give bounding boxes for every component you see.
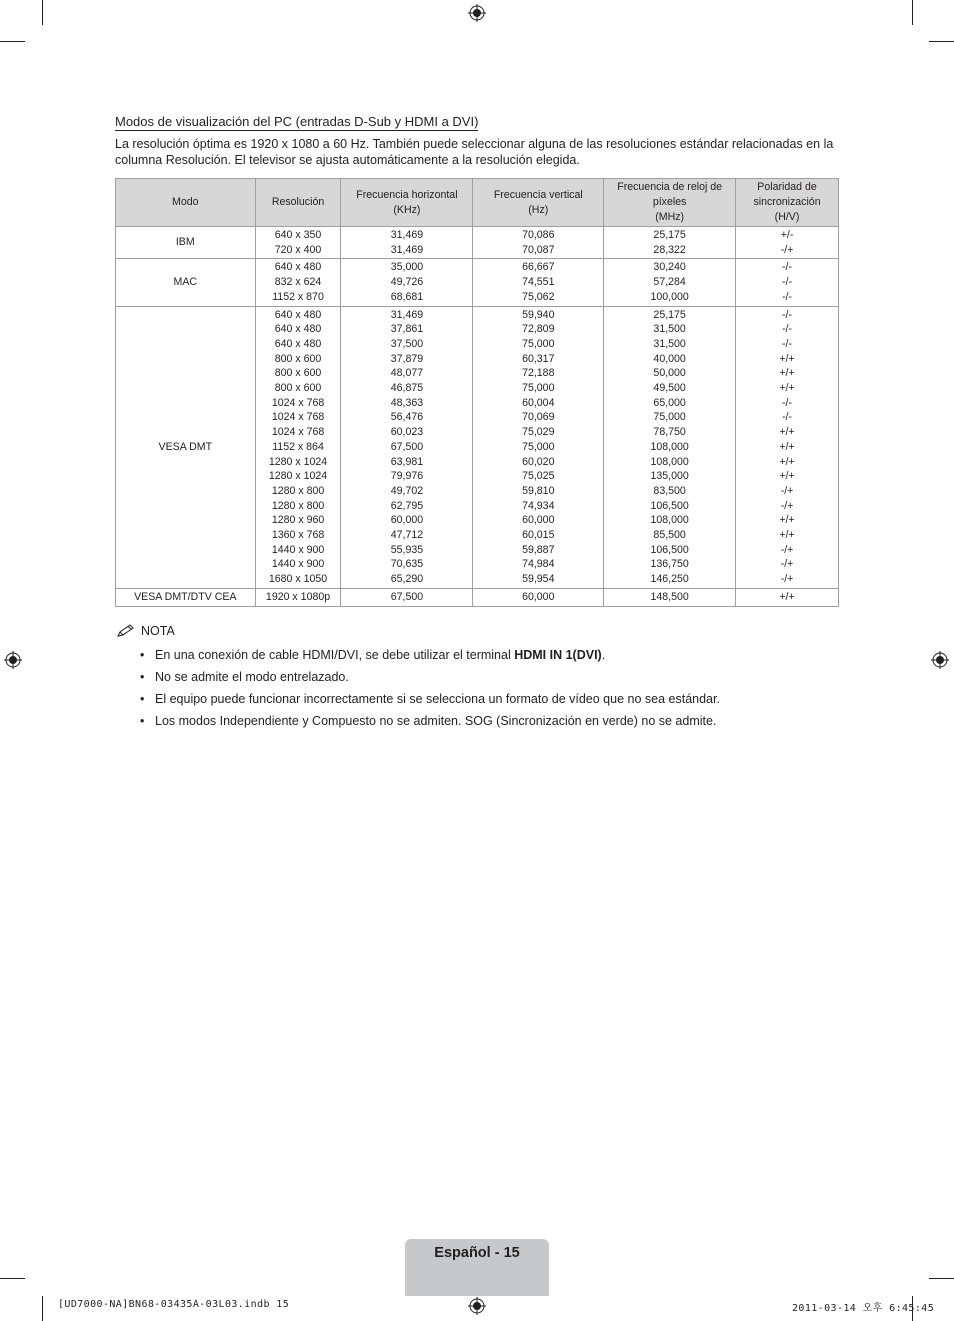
value-cell	[736, 227, 839, 259]
cell-value: 67,500	[390, 440, 424, 453]
cell-value: 1152 x 870	[272, 290, 324, 303]
cell-value: 35,000	[390, 261, 424, 274]
page-number: Español - 15	[434, 1245, 520, 1261]
value-cell	[473, 259, 604, 306]
cell-value: 135,000	[650, 470, 689, 483]
cell-value: 63,981	[390, 455, 424, 468]
cell-value: 56,476	[390, 411, 424, 424]
value-cell	[604, 306, 736, 588]
cell-value: -/+	[780, 499, 794, 512]
value-cell	[255, 259, 341, 306]
cell-value: 75,000	[653, 411, 686, 424]
cell-value: 31,500	[653, 337, 686, 350]
mode-cell: MAC	[116, 259, 256, 306]
cell-value: 75,000	[522, 337, 555, 350]
value-cell	[341, 306, 473, 588]
cell-value: 28,322	[653, 243, 686, 256]
column-header-line: Frecuencia vertical	[493, 188, 583, 201]
crop-mark	[929, 1278, 954, 1279]
column-header	[473, 179, 604, 227]
note-list	[140, 646, 860, 734]
column-header-line: píxeles	[652, 196, 687, 209]
cell-value: 1152 x 864	[272, 440, 324, 453]
cell-value: 108,000	[650, 455, 689, 468]
crop-mark	[42, 1296, 43, 1321]
cell-value: 640 x 480	[274, 337, 322, 350]
cell-value: 79,976	[390, 470, 424, 483]
table-row	[116, 227, 839, 259]
intro-paragraph: La resolución óptima es 1920 x 1080 a 60 Hz. También puede seleccionar alguna de las resoluciones estándar relacionadas en la columna Resolución. El televisor se ajusta automáticamente a la resolución elegida.	[115, 137, 834, 167]
value-cell	[473, 227, 604, 259]
cell-value: 31,469	[390, 243, 424, 256]
cell-value: 72,188	[522, 367, 555, 380]
registration-mark-icon	[468, 1297, 486, 1315]
table-header	[116, 179, 839, 227]
cell-value: -/-	[782, 261, 793, 274]
cell-value: 832 x 624	[274, 276, 322, 289]
cell-value: 1360 x 768	[271, 529, 325, 542]
column-header	[604, 179, 736, 227]
cell-value: 640 x 480	[274, 308, 322, 321]
cell-value: +/+	[779, 590, 795, 603]
cell-value: 70,069	[522, 411, 555, 424]
cell-value: -/-	[782, 290, 793, 303]
cell-value: +/+	[779, 382, 795, 395]
cell-value: 60,023	[390, 426, 424, 439]
cell-value: +/+	[779, 440, 795, 453]
crop-mark	[929, 41, 954, 42]
cell-value: 68,681	[390, 290, 424, 303]
column-header-line: Modo	[172, 196, 199, 209]
cell-value: 65,000	[653, 396, 686, 409]
cell-value: +/+	[779, 529, 795, 542]
value-cell	[255, 227, 341, 259]
registration-mark-icon	[931, 651, 949, 669]
cell-value: 48,363	[390, 396, 424, 409]
note-text-bold: HDMI IN 1(DVI)	[514, 648, 602, 662]
section-title: Modos de visualización del PC (entradas D-Sub y HDMI a DVI)	[115, 114, 479, 129]
cell-value: 67,500	[390, 590, 424, 603]
column-header-line: Polaridad de	[757, 181, 817, 194]
value-cell	[255, 588, 341, 606]
cell-value: 70,086	[522, 229, 555, 241]
cell-value: 74,984	[522, 558, 555, 571]
cell-value: 1024 x 768	[271, 411, 325, 424]
cell-value: 1440 x 900	[271, 543, 325, 556]
value-cell	[341, 588, 473, 606]
cell-value: 108,000	[650, 514, 689, 527]
display-modes-table	[115, 178, 839, 607]
cell-value: 49,726	[390, 276, 424, 289]
bullet-icon: •	[140, 692, 145, 706]
value-cell	[341, 259, 473, 306]
cell-value: -/-	[782, 308, 793, 321]
cell-value: 49,500	[653, 382, 686, 395]
cell-value: 50,000	[653, 367, 686, 380]
table-row	[116, 306, 839, 588]
note-label: NOTA	[141, 624, 175, 638]
value-cell	[736, 588, 839, 606]
cell-value: 800 x 600	[274, 367, 322, 380]
cell-value: 25,175	[653, 229, 686, 241]
cell-value: 74,551	[522, 276, 555, 289]
cell-value: 74,934	[522, 499, 555, 512]
column-header	[341, 179, 473, 227]
cell-value: -/-	[782, 323, 793, 336]
cell-value: 60,020	[522, 455, 555, 468]
cell-value: -/+	[780, 558, 794, 571]
cell-value: 1280 x 800	[271, 499, 325, 512]
cell-value: -/-	[782, 337, 793, 350]
cell-value: -/+	[780, 543, 794, 556]
cell-value: +/+	[779, 367, 795, 380]
column-header-line: Frecuencia horizontal	[356, 188, 458, 201]
column-header	[116, 179, 256, 227]
cell-value: 1440 x 900	[271, 558, 325, 571]
cell-value: 60,004	[522, 396, 555, 409]
pencil-icon	[116, 624, 136, 638]
crop-mark	[42, 0, 43, 25]
note-text: No se admite el modo entrelazado.	[155, 670, 349, 684]
column-header	[736, 179, 839, 227]
cell-value: 800 x 600	[274, 352, 322, 365]
column-header-line: Resolución	[271, 196, 325, 209]
cell-value: 60,000	[522, 514, 555, 527]
value-cell	[473, 588, 604, 606]
column-header-line: (MHz)	[655, 210, 685, 223]
note-header	[116, 624, 175, 638]
cell-value: 148,500	[650, 590, 689, 603]
cell-value: 75,000	[522, 382, 555, 395]
cell-value: 66,667	[522, 261, 555, 274]
cell-value: 59,940	[522, 308, 555, 321]
table-row	[116, 588, 839, 606]
cell-value: 49,702	[390, 484, 424, 497]
cell-value: 72,809	[522, 323, 555, 336]
cell-value: +/+	[779, 514, 795, 527]
column-header-line: Frecuencia de reloj de	[617, 181, 723, 194]
cell-value: 78,750	[653, 426, 686, 439]
cell-value: 59,887	[522, 543, 555, 556]
cell-value: 75,062	[522, 290, 555, 303]
table-row	[116, 259, 839, 306]
value-cell	[604, 227, 736, 259]
note-text-tail: .	[601, 648, 606, 662]
bullet-icon: •	[140, 648, 145, 662]
cell-value: 46,875	[390, 382, 424, 395]
note-text: Los modos Independiente y Compuesto no se admiten. SOG (Sincronización en verde) no se admite.	[155, 714, 717, 728]
value-cell	[604, 588, 736, 606]
list-item	[140, 712, 860, 734]
cell-value: -/-	[782, 276, 793, 289]
crop-mark	[0, 41, 25, 42]
cell-value: 720 x 400	[274, 243, 322, 256]
note-text: El equipo puede funcionar incorrectamente si se selecciona un formato de vídeo que no sea estándar.	[155, 692, 720, 706]
column-header-line: (Hz)	[528, 203, 549, 216]
column-header-line: (H/V)	[774, 210, 800, 223]
cell-value: 25,175	[653, 308, 686, 321]
cell-value: 31,500	[653, 323, 686, 336]
cell-value: +/+	[779, 352, 795, 365]
mode-cell: IBM	[116, 227, 256, 259]
cell-value: 65,290	[390, 573, 424, 586]
list-item	[140, 646, 860, 668]
cell-value: 37,861	[390, 323, 424, 336]
cell-value: 640 x 350	[274, 229, 322, 241]
cell-value: 57,284	[653, 276, 686, 289]
cell-value: 62,795	[390, 499, 424, 512]
cell-value: 37,879	[390, 352, 424, 365]
cell-value: 70,635	[390, 558, 424, 571]
cell-value: 47,712	[390, 529, 424, 542]
cell-value: +/+	[779, 470, 795, 483]
cell-value: 1680 x 1050	[268, 573, 328, 586]
cell-value: 48,077	[390, 367, 424, 380]
cell-value: 30,240	[653, 261, 686, 274]
cell-value: 75,000	[522, 440, 555, 453]
cell-value: 136,750	[650, 558, 689, 571]
print-slug-right: 2011-03-14 오후 6:45:45	[792, 1303, 935, 1314]
registration-mark-icon	[4, 651, 22, 669]
cell-value: -/+	[780, 573, 794, 586]
cell-value: 1920 x 1080p	[265, 590, 331, 603]
column-header	[255, 179, 341, 227]
cell-value: 37,500	[390, 337, 424, 350]
cell-value: -/-	[782, 411, 793, 424]
table-body	[116, 227, 839, 607]
cell-value: 59,954	[522, 573, 555, 586]
value-cell	[255, 306, 341, 588]
cell-value: 106,500	[650, 543, 689, 556]
cell-value: 106,500	[650, 499, 689, 512]
cell-value: 75,025	[522, 470, 555, 483]
print-slug-left: [UD7000-NA]BN68-03435A-03L03.indb 15	[58, 1299, 290, 1310]
value-cell	[604, 259, 736, 306]
column-header-line: (KHz)	[393, 203, 421, 216]
cell-value: 60,000	[522, 590, 555, 603]
value-cell	[473, 306, 604, 588]
cell-value: 55,935	[390, 543, 424, 556]
mode-cell: VESA DMT/DTV CEA	[116, 588, 256, 606]
bullet-icon: •	[140, 714, 145, 728]
list-item	[140, 690, 860, 712]
cell-value: 60,317	[522, 352, 555, 365]
bullet-icon: •	[140, 670, 145, 684]
mode-cell: VESA DMT	[116, 306, 256, 588]
column-header-line: sincronización	[753, 196, 821, 209]
cell-value: 70,087	[522, 243, 555, 256]
note-text: En una conexión de cable HDMI/DVI, se debe utilizar el terminal	[155, 648, 515, 662]
cell-value: 800 x 600	[274, 382, 322, 395]
cell-value: 640 x 480	[274, 323, 322, 336]
cell-value: 1280 x 800	[271, 484, 325, 497]
cell-value: +/-	[780, 229, 794, 241]
cell-value: 60,000	[390, 514, 424, 527]
cell-value: -/+	[780, 243, 794, 256]
cell-value: 146,250	[650, 573, 689, 586]
cell-value: -/-	[782, 396, 793, 409]
cell-value: 40,000	[653, 352, 686, 365]
cell-value: -/+	[780, 484, 794, 497]
cell-value: 1024 x 768	[271, 396, 325, 409]
cell-value: 640 x 480	[274, 261, 322, 274]
cell-value: 1024 x 768	[271, 426, 325, 439]
cell-value: 100,000	[650, 290, 689, 303]
cell-value: 60,015	[522, 529, 555, 542]
cell-value: +/+	[779, 426, 795, 439]
cell-value: 1280 x 1024	[268, 470, 328, 483]
value-cell	[736, 306, 839, 588]
cell-value: 31,469	[390, 308, 424, 321]
cell-value: 59,810	[522, 484, 555, 497]
crop-mark	[0, 1278, 25, 1279]
value-cell	[736, 259, 839, 306]
cell-value: +/+	[779, 455, 795, 468]
cell-value: 75,029	[522, 426, 555, 439]
registration-mark-icon	[468, 4, 486, 22]
cell-value: 85,500	[653, 529, 686, 542]
cell-value: 108,000	[650, 440, 689, 453]
cell-value: 1280 x 1024	[268, 455, 328, 468]
cell-value: 31,469	[390, 229, 424, 241]
list-item	[140, 668, 860, 690]
value-cell	[341, 227, 473, 259]
cell-value: 1280 x 960	[271, 514, 325, 527]
crop-mark	[912, 0, 913, 25]
cell-value: 83,500	[653, 484, 686, 497]
table-header-row	[116, 179, 839, 227]
